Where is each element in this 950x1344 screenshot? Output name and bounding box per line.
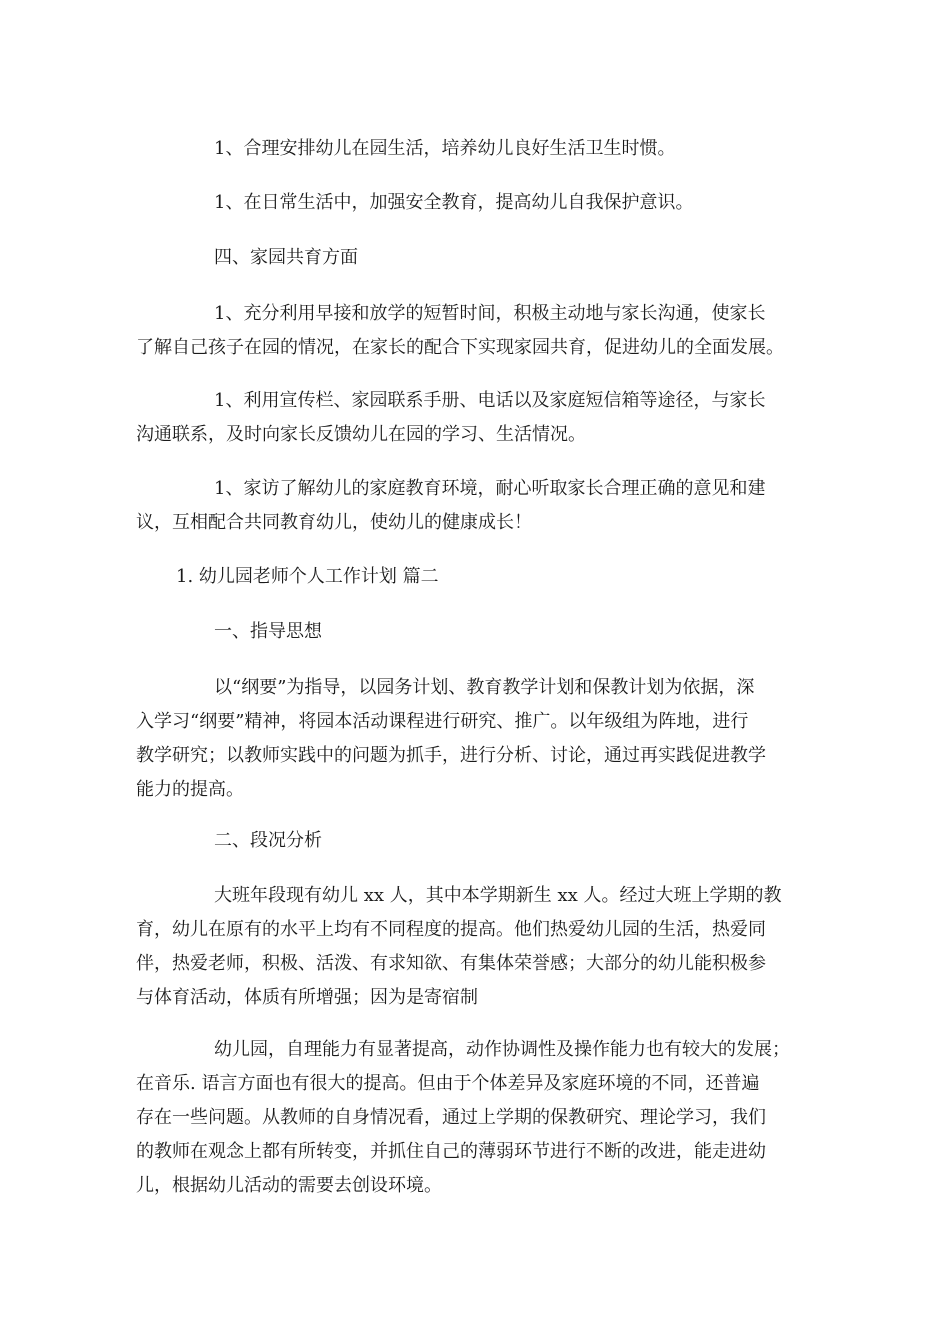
section-heading: 二、段况分析 <box>214 830 322 851</box>
paragraph-home-visit <box>136 472 826 540</box>
paragraph-line: 以“纲要”为指导，以园务计划、教育教学计划和保教计划为依据，深 <box>214 677 755 698</box>
paragraph-class-overview <box>136 879 826 1015</box>
paragraph-line: 1、家访了解幼儿的家庭教育环境，耐心听取家长合理正确的意见和建 <box>214 478 766 499</box>
paragraph-parent-communication <box>136 297 826 365</box>
paragraph-line: 教学研究；以教师实践中的问题为抓手，进行分析、讨论，通过再实践促进教学 <box>136 745 766 766</box>
paragraph-line: 入学习“纲要”精神，将园本活动课程进行研究、推广。以年级组为阵地，进行 <box>136 711 749 732</box>
paragraph-line: 与体育活动，体质有所增强；因为是寄宿制 <box>136 987 478 1008</box>
paragraph-self-care-and-teachers <box>136 1033 826 1203</box>
paragraph-line: 育，幼儿在原有的水平上均有不同程度的提高。他们热爱幼儿园的生活，热爱同 <box>136 919 766 940</box>
paragraph-safety-education <box>136 186 826 220</box>
paragraph-hygiene-habits <box>136 132 826 166</box>
paragraph-line: 1、在日常生活中，加强安全教育，提高幼儿自我保护意识。 <box>214 192 694 213</box>
paragraph-line: 存在一些问题。从教师的自身情况看，通过上学期的保教研究、理论学习，我们 <box>136 1107 766 1128</box>
section-heading: 一、指导思想 <box>214 621 322 642</box>
paragraph-line: 1、合理安排幼儿在园生活，培养幼儿良好生活卫生时惯。 <box>214 138 676 159</box>
paragraph-line: 伴，热爱老师，积极、活泼、有求知欲、有集体荣誉感；大部分的幼儿能积极参 <box>136 953 766 974</box>
paragraph-line: 1、充分利用早接和放学的短暂时间，积极主动地与家长沟通，使家长 <box>214 303 766 324</box>
paragraph-line: 的教师在观念上都有所转变，并抓住自己的薄弱环节进行不断的改进，能走进幼 <box>136 1141 766 1162</box>
section-heading-guiding-thought <box>136 615 826 649</box>
paragraph-line: 幼儿园，自理能力有显著提高，动作协调性及操作能力也有较大的发展； <box>214 1039 790 1060</box>
section-heading: 四、家园共育方面 <box>214 247 358 268</box>
paragraph-line: 沟通联系，及时向家长反馈幼儿在园的学习、生活情况。 <box>136 424 586 445</box>
section-heading-home-school <box>136 241 826 275</box>
paragraph-line: 能力的提高。 <box>136 779 244 800</box>
paragraph-line: 了解自己孩子在园的情况，在家长的配合下实现家园共育，促进幼儿的全面发展。 <box>136 337 784 358</box>
paragraph-line: 议，互相配合共同教育幼儿，使幼儿的健康成长！ <box>136 512 532 533</box>
document-section-title <box>136 560 826 594</box>
paragraph-bulletin-board <box>136 384 826 452</box>
paragraph-line: 大班年段现有幼儿 xx 人，其中本学期新生 xx 人。经过大班上学期的教 <box>214 885 782 906</box>
paragraph-line: 1、利用宣传栏、家园联系手册、电话以及家庭短信箱等途径，与家长 <box>214 390 766 411</box>
paragraph-guiding-thought <box>136 671 826 807</box>
paragraph-line: 儿，根据幼儿活动的需要去创设环境。 <box>136 1175 442 1196</box>
paragraph-line: 在音乐. 语言方面也有很大的提高。但由于个体差异及家庭环境的不同，还普遍 <box>136 1073 760 1094</box>
section-title: 1. 幼儿园老师个人工作计划 篇二 <box>176 566 439 587</box>
section-heading-situation-analysis <box>136 824 826 858</box>
